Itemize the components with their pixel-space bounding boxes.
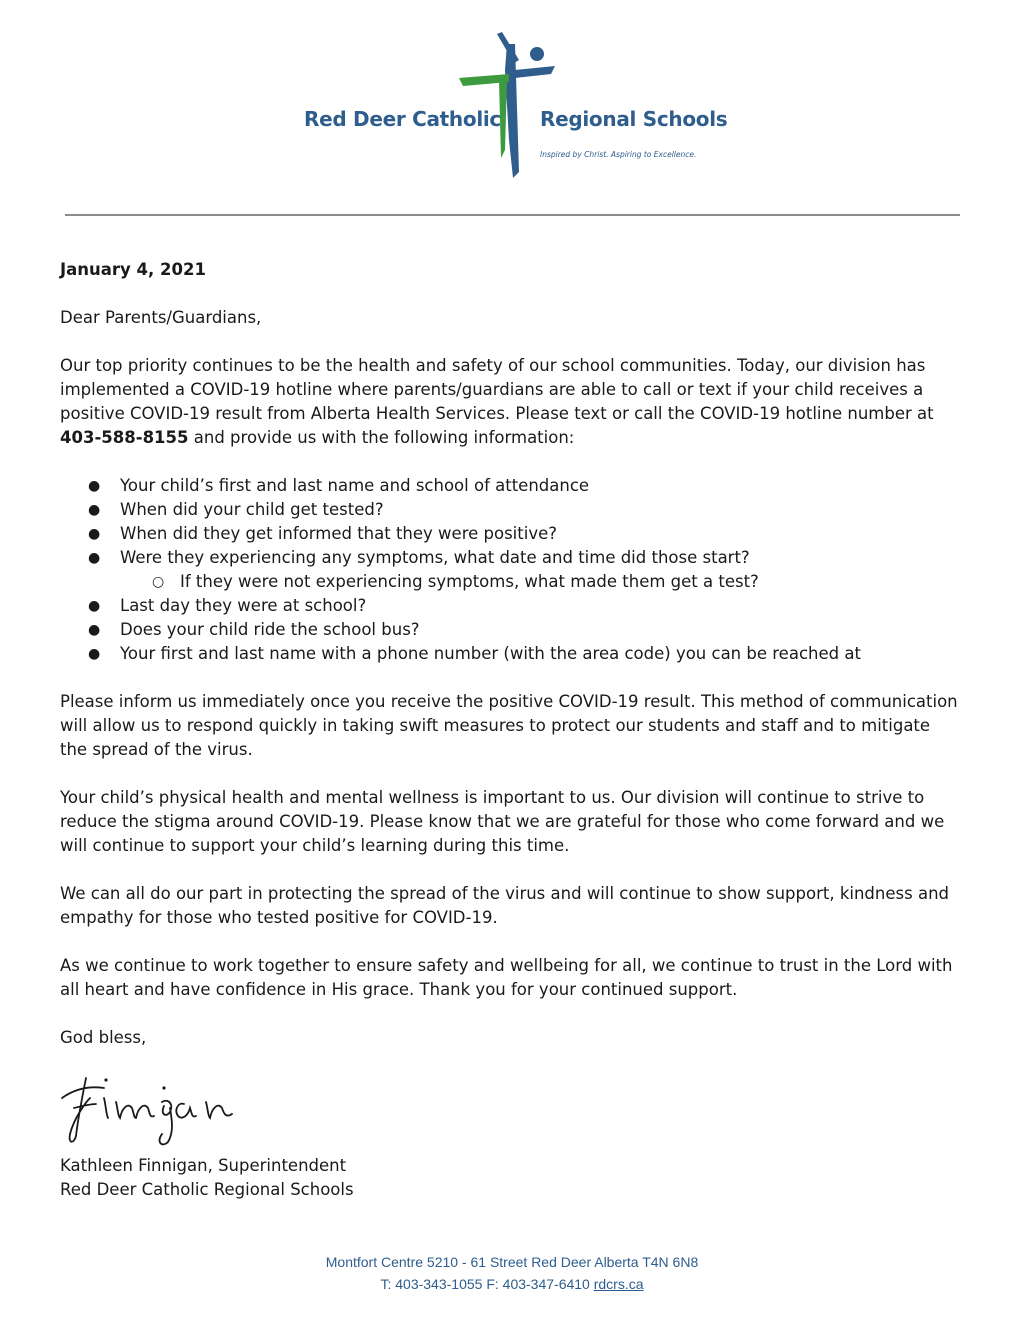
footer-phone-fax: T: 403-343-1055 F: 403-347-6410 bbox=[380, 1276, 590, 1292]
hotline-number: 403-588-8155 bbox=[60, 428, 189, 447]
bullet-icon: ● bbox=[88, 550, 101, 566]
intro-text: Our top priority continues to be the health and safety of our school communities. Today, our division has implemented a COVID-19 hotline where parents/guardians are able to call or text if your child receives a positive COVID-19 result from Alberta Health Services. Please text or call the COVID-19 hotline number at bbox=[60, 356, 934, 423]
footer bbox=[0, 1251, 1024, 1295]
body-paragraph: As we continue to work together to ensure safety and wellbeing for all, we continue to trust in the Lord with all heart and have confidence in His grace. Thank you for your continued support. bbox=[60, 956, 953, 999]
list-item: ● Your first and last name with a phone number (with the area code) you can be reached at bbox=[60, 642, 960, 666]
intro-paragraph bbox=[60, 354, 960, 450]
hollow-bullet-icon: ○ bbox=[152, 574, 165, 590]
list-item: ● Your child’s first and last name and school of attendance bbox=[60, 474, 960, 498]
signature-block bbox=[60, 1026, 960, 1202]
letter-body bbox=[60, 258, 960, 1202]
header-divider bbox=[65, 214, 960, 216]
bullet-icon: ● bbox=[88, 478, 101, 494]
sub-list-item: ○ If they were not experiencing symptoms, what made them get a test? bbox=[60, 570, 960, 594]
signer-organization: Red Deer Catholic Regional Schools bbox=[60, 1180, 354, 1199]
website-link[interactable]: rdcrs.ca bbox=[593, 1276, 644, 1292]
bullet-icon: ● bbox=[88, 598, 101, 614]
intro-end-text: and provide us with the following information: bbox=[188, 428, 575, 447]
body-paragraph: Please inform us immediately once you receive the positive COVID-19 result. This method of communication will allow us to respond quickly in taking swift measures to protect our students and staff and to mitigate the spread of the virus. bbox=[60, 692, 958, 759]
handwritten-signature bbox=[56, 1058, 276, 1148]
signer-name-title: Kathleen Finnigan, Superintendent bbox=[60, 1156, 347, 1175]
org-name-right: Regional Schools bbox=[540, 107, 728, 131]
list-item: ● Does your child ride the school bus? bbox=[60, 618, 960, 642]
bullet-icon: ● bbox=[88, 622, 101, 638]
bullet-icon: ● bbox=[88, 526, 101, 542]
bullet-icon: ● bbox=[88, 646, 101, 662]
body-paragraph: Your child’s physical health and mental wellness is important to us. Our division will continue to strive to reduce the stigma around COVID-19. Please know that we are grateful for those who come forward and we will continue to support your child’s learning during this time. bbox=[60, 788, 945, 855]
tagline: Inspired by Christ. Aspiring to Excellence. bbox=[540, 150, 697, 159]
bullet-icon: ● bbox=[88, 502, 101, 518]
question-list bbox=[60, 474, 960, 666]
salutation: Dear Parents/Guardians, bbox=[60, 308, 262, 327]
org-name-left: Red Deer Catholic bbox=[304, 107, 501, 131]
letterhead bbox=[0, 0, 1024, 200]
body-paragraph: We can all do our part in protecting the spread of the virus and will continue to show support, kindness and empathy for those who tested positive for COVID-19. bbox=[60, 884, 949, 927]
closing: God bless, bbox=[60, 1028, 147, 1047]
list-item: ● Last day they were at school? bbox=[60, 594, 960, 618]
footer-address: Montfort Centre 5210 - 61 Street Red Deer Alberta T4N 6N8 bbox=[325, 1254, 699, 1270]
footer-contact bbox=[0, 1273, 1024, 1295]
letter-date: January 4, 2021 bbox=[60, 260, 206, 279]
list-item: ● When did your child get tested? bbox=[60, 498, 960, 522]
list-item: ● When did they get informed that they were positive? bbox=[60, 522, 960, 546]
list-item: ● Were they experiencing any symptoms, what date and time did those start? bbox=[60, 546, 960, 570]
